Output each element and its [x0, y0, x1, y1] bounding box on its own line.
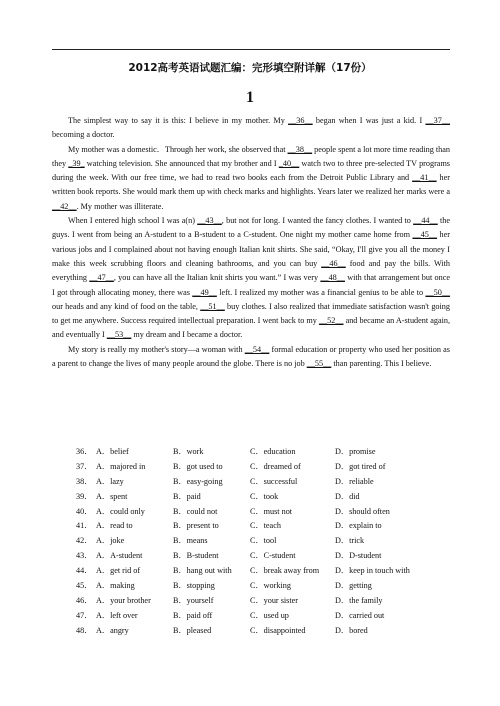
text: and became an A-student again, and eventually I — [52, 316, 450, 340]
option-b: B．pleased — [173, 625, 212, 635]
blank-47: __47__ — [89, 273, 114, 283]
paragraph-2 — [52, 143, 450, 214]
option-d: D．should often — [335, 506, 390, 516]
option-a: A．could only — [96, 506, 145, 516]
blank-40: _40__ — [278, 158, 300, 168]
blank-37: __37__ — [425, 116, 450, 125]
option-row — [76, 474, 456, 489]
question-number: 41． — [76, 521, 93, 531]
text: My mother was a domestic．Through her work, she observed that — [68, 144, 288, 154]
option-b: B．could not — [173, 506, 218, 516]
option-a: A．A-student — [96, 551, 143, 561]
text: , but not for long. I wanted the fancy clothes. I wanted to — [221, 216, 414, 226]
blank-44: __44__ — [413, 216, 438, 226]
options-list — [76, 444, 456, 638]
text: buy clothes. I also realized that immediate satisfaction wasn't going to get me anywhere. Success required intellectual preparation. I went back to my — [52, 301, 450, 326]
question-number: 47． — [76, 610, 93, 620]
option-b: B．easy-going — [173, 476, 223, 486]
option-row — [76, 489, 456, 504]
text: , you can have all the Italian knit shirts you want.” I was very — [113, 273, 321, 283]
text: our heads and any kind of food on the table, — [52, 301, 201, 311]
text: with that arrangement but once I got through allocating money, there was — [52, 273, 450, 297]
option-row — [76, 578, 456, 593]
text: . My mother was illiterate. — [76, 201, 164, 211]
option-b: B．paid — [173, 491, 201, 501]
passage — [52, 114, 450, 371]
option-a: A．joke — [96, 536, 125, 546]
option-a: A．lazy — [96, 476, 124, 486]
option-a: A．read to — [96, 521, 133, 531]
question-number: 40． — [76, 506, 93, 516]
text: people spent a lot more time reading than they — [52, 144, 450, 168]
option-a: A．left over — [96, 610, 138, 620]
text: food and pay the bills. With everything — [52, 258, 450, 283]
option-a: A．angry — [96, 625, 129, 635]
text: her various jobs and I complained about not having enough Italian knit shirts. She said, “Okay, I'll give you all the money I make this week scrubbing floors and cleaning bathrooms, and you can buy — [52, 230, 450, 268]
page-title: 2012高考英语试题汇编：完形填空附详解（17份） — [128, 62, 372, 74]
text: becoming a doctor. — [52, 130, 115, 140]
text: watching television. She announced that my brother and I — [84, 158, 279, 168]
option-d: D．keep in touch with — [335, 566, 410, 576]
option-c: C．your sister — [250, 595, 298, 605]
option-row — [76, 459, 456, 474]
text: the guys. I went from being an A-student to a B-student to a C-student. One night my mother came home from — [52, 216, 450, 240]
blank-41: __41__ — [412, 173, 437, 183]
blank-53: __53__ — [106, 330, 132, 340]
option-d: D．got tired of — [335, 461, 386, 471]
text: The simplest way to say it is this: I believe in my mother. My — [68, 116, 289, 125]
option-a: A．get rid of — [96, 566, 141, 576]
paragraph-4 — [52, 343, 450, 372]
option-d: D．getting — [335, 580, 372, 590]
option-c: C．teach — [250, 521, 281, 531]
blank-43: __43__ — [197, 216, 222, 226]
option-b: B．work — [173, 446, 204, 456]
option-d: D．promise — [335, 446, 376, 456]
blank-48: __48__ — [320, 273, 345, 283]
option-b: B．means — [173, 536, 208, 546]
blank-46: __46__ — [321, 258, 346, 268]
option-row — [76, 593, 456, 608]
option-a: A．your brother — [96, 595, 151, 605]
paragraph-1 — [52, 114, 450, 143]
option-d: D．trick — [335, 536, 365, 546]
option-c: C．working — [250, 580, 291, 590]
question-number: 36． — [76, 446, 93, 456]
option-d: D．explain to — [335, 521, 382, 531]
question-number: 43． — [76, 551, 93, 561]
text: began when I was just a kid. I — [312, 116, 426, 125]
text: watch two to three pre-selected TV programs during the week. With our free time, we had to read two books each from the Detroit Public Library and — [52, 158, 450, 183]
option-c: C．break away from — [250, 566, 320, 576]
option-a: A．belief — [96, 446, 129, 456]
option-row — [76, 623, 456, 638]
question-number: 46． — [76, 595, 93, 605]
option-row — [76, 504, 456, 519]
option-d: D．carried out — [335, 610, 385, 620]
question-number: 48． — [76, 625, 93, 635]
text: my dream and I became a doctor. — [131, 330, 243, 340]
blank-55: __55__ — [306, 359, 332, 369]
option-row — [76, 563, 456, 578]
blank-54: __54__ — [244, 344, 270, 354]
option-b: B．yourself — [173, 595, 214, 605]
option-d: D．the family — [335, 595, 383, 605]
blank-36: __36__ — [288, 116, 313, 125]
option-a: A．making — [96, 580, 135, 590]
text: left. I realized my mother was a financial genius to be able to — [216, 287, 426, 297]
option-c: C．successful — [250, 476, 298, 486]
option-b: B．got used to — [173, 461, 223, 471]
option-d: D．bored — [335, 625, 368, 635]
option-row — [76, 548, 456, 563]
paragraph-3 — [52, 214, 450, 343]
option-c: C．dreamed of — [250, 461, 301, 471]
text: formal education or property who used her position as a parent to change the lives of many people around the globe. There is no job — [52, 344, 450, 369]
option-a: A．majored in — [96, 461, 146, 471]
option-c: C．disappointed — [250, 625, 306, 635]
option-c: C．used up — [250, 610, 289, 620]
option-row — [76, 444, 456, 459]
question-number: 39． — [76, 491, 93, 501]
option-b: B．B-student — [173, 551, 219, 561]
option-c: C．tool — [250, 536, 277, 546]
option-b: B．present to — [173, 521, 219, 531]
option-d: D．D-student — [335, 551, 382, 561]
option-c: C．must not — [250, 506, 293, 516]
text: When I entered high school I was a(n) — [68, 216, 198, 226]
question-number: 37． — [76, 461, 93, 471]
option-b: B．paid off — [173, 610, 213, 620]
blank-45: __45__ — [412, 230, 438, 240]
option-c: C．education — [250, 446, 296, 456]
option-row — [76, 608, 456, 623]
blank-52: __52__ — [318, 316, 344, 326]
blank-42: __42__ — [52, 201, 77, 211]
question-number: 45． — [76, 580, 93, 590]
question-number: 44． — [76, 566, 93, 576]
option-c: C．took — [250, 491, 279, 501]
option-b: B．stopping — [173, 580, 215, 590]
blank-50: __50__ — [425, 287, 450, 297]
question-number: 38． — [76, 476, 93, 486]
blank-49: __49__ — [192, 287, 217, 297]
option-a: A．spent — [96, 491, 128, 501]
section-number: 1 — [246, 89, 254, 106]
option-c: C．C-student — [250, 551, 296, 561]
text: her written book reports. She would mark them up with check marks and highlights. Years later we realized her marks were a — [52, 173, 450, 197]
blank-51: __51__ — [200, 301, 225, 311]
text: My story is really my mother's story—a woman with — [68, 344, 245, 354]
text: than parenting. This I believe. — [331, 359, 432, 369]
option-d: D．reliable — [335, 476, 374, 486]
header-rule — [52, 49, 450, 50]
blank-39: _39_ — [68, 158, 85, 168]
option-row — [76, 518, 456, 533]
option-row — [76, 533, 456, 548]
question-number: 42． — [76, 536, 93, 546]
option-b: B．hang out with — [173, 566, 232, 576]
blank-38: __38__ — [287, 144, 313, 154]
option-d: D．did — [335, 491, 360, 501]
